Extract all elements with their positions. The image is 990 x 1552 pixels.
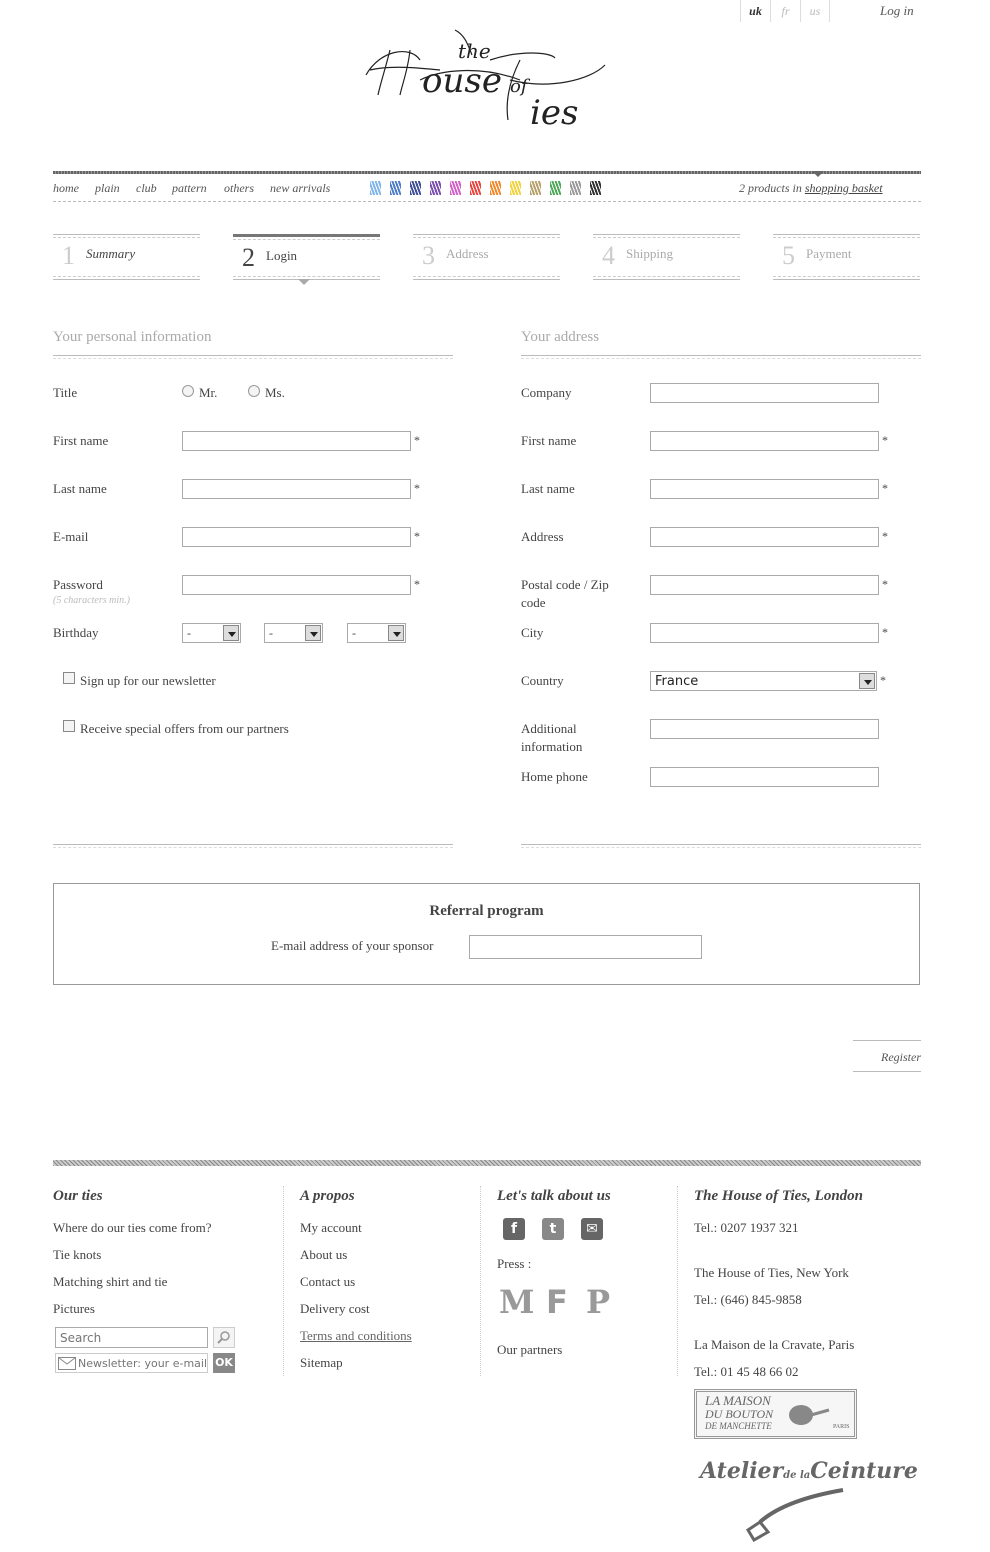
london-tel: Tel.: 0207 1937 321 bbox=[694, 1220, 799, 1235]
login-link[interactable]: Log in bbox=[880, 3, 914, 18]
footer-apropos-title: A propos bbox=[300, 1188, 355, 1204]
step-number: 4 bbox=[602, 241, 615, 270]
address-first-name-label: First name bbox=[521, 433, 577, 448]
footer-search-input[interactable] bbox=[55, 1327, 208, 1348]
active-step-pointer bbox=[298, 279, 310, 285]
color-swatch[interactable] bbox=[510, 181, 521, 195]
badge-line: DU BOUTON bbox=[705, 1407, 774, 1421]
additional-info-label: Additional information bbox=[521, 721, 583, 754]
footer-link-tie-knots[interactable]: Tie knots bbox=[53, 1247, 102, 1262]
footer-separator bbox=[677, 1186, 678, 1376]
color-swatch[interactable] bbox=[530, 181, 541, 195]
address-rule bbox=[521, 355, 921, 356]
newsletter-ok-button[interactable]: OK bbox=[213, 1353, 235, 1373]
step-label: Payment bbox=[806, 246, 852, 261]
country-label: Country bbox=[521, 673, 564, 688]
select-value: - bbox=[187, 626, 191, 640]
color-swatch[interactable] bbox=[410, 181, 421, 195]
home-phone-input[interactable] bbox=[650, 767, 879, 787]
required-mark: * bbox=[882, 577, 888, 591]
register-button[interactable]: Register bbox=[853, 1040, 921, 1072]
footer-our-ties-title: Our ties bbox=[53, 1188, 103, 1204]
required-mark: * bbox=[882, 433, 888, 447]
maison-du-bouton-logo[interactable] bbox=[694, 1389, 857, 1439]
step-login bbox=[233, 234, 380, 280]
step-label: Shipping bbox=[626, 246, 673, 261]
select-value: - bbox=[269, 626, 273, 640]
step-number: 2 bbox=[242, 243, 255, 272]
first-name-input[interactable] bbox=[182, 431, 411, 451]
footer-link-pictures[interactable]: Pictures bbox=[53, 1301, 95, 1316]
lang-uk[interactable]: uk bbox=[740, 0, 770, 22]
email-share-icon[interactable]: ✉ bbox=[581, 1218, 603, 1240]
color-swatch[interactable] bbox=[550, 181, 561, 195]
press-logo-f[interactable]: F bbox=[546, 1283, 568, 1321]
footer-rule bbox=[53, 1160, 921, 1166]
paris-title: La Maison de la Cravate, Paris bbox=[694, 1337, 855, 1352]
belt-icon bbox=[738, 1486, 848, 1542]
footer-link-ties-origin[interactable]: Where do our ties come from? bbox=[53, 1220, 212, 1235]
city-input[interactable] bbox=[650, 623, 879, 643]
address-bottom-rule bbox=[521, 844, 921, 845]
birthday-day-select[interactable] bbox=[182, 623, 241, 643]
color-swatch[interactable] bbox=[370, 181, 381, 195]
required-mark: * bbox=[414, 433, 420, 447]
company-label: Company bbox=[521, 385, 572, 400]
company-input[interactable] bbox=[650, 383, 879, 403]
shopping-basket-link[interactable]: shopping basket bbox=[804, 181, 883, 195]
svg-text:ouse: ouse bbox=[422, 61, 502, 101]
step-number: 3 bbox=[422, 241, 435, 270]
step-shipping bbox=[593, 234, 740, 280]
step-number: 5 bbox=[782, 241, 795, 270]
color-swatch[interactable] bbox=[570, 181, 581, 195]
birthday-label: Birthday bbox=[53, 625, 99, 640]
address-last-name-input[interactable] bbox=[650, 479, 879, 499]
press-logo-m[interactable]: M bbox=[499, 1283, 535, 1321]
ny-title: The House of Ties, New York bbox=[694, 1265, 849, 1280]
required-mark: * bbox=[880, 673, 886, 687]
ms-radio[interactable] bbox=[248, 385, 260, 397]
required-mark: * bbox=[414, 529, 420, 543]
step-label: Address bbox=[446, 246, 489, 261]
password-hint: (5 characters min.) bbox=[53, 595, 130, 606]
footer-link-partners[interactable]: Our partners bbox=[497, 1342, 563, 1357]
svg-text:ies: ies bbox=[530, 93, 579, 133]
color-swatch[interactable] bbox=[430, 181, 441, 195]
referral-box bbox=[53, 883, 920, 985]
city-label: City bbox=[521, 625, 544, 640]
nav-pattern[interactable]: pattern bbox=[172, 181, 207, 195]
nav-home[interactable]: home bbox=[53, 181, 79, 195]
color-swatch[interactable] bbox=[470, 181, 481, 195]
footer-link-matching[interactable]: Matching shirt and tie bbox=[53, 1274, 168, 1289]
ny-tel: Tel.: (646) 845-9858 bbox=[694, 1292, 802, 1307]
email-label: E-mail bbox=[53, 529, 89, 544]
badge-line: DE MANCHETTE bbox=[705, 1421, 772, 1431]
personal-info-bottom-rule bbox=[53, 844, 453, 845]
basket-pointer bbox=[812, 171, 824, 177]
sponsor-email-input[interactable] bbox=[469, 935, 702, 959]
chevron-down-icon bbox=[305, 625, 321, 641]
footer-link-delivery-cost[interactable]: Delivery cost bbox=[300, 1301, 370, 1316]
postal-code-input[interactable] bbox=[650, 575, 879, 595]
paris-tel: Tel.: 01 45 48 66 02 bbox=[694, 1364, 799, 1379]
mail-icon bbox=[58, 1357, 76, 1370]
step-label: Login bbox=[266, 248, 298, 263]
birthday-year-select[interactable] bbox=[347, 623, 406, 643]
required-mark: * bbox=[882, 625, 888, 639]
search-icon bbox=[214, 1328, 234, 1347]
facebook-icon[interactable]: f bbox=[503, 1218, 525, 1240]
home-phone-label: Home phone bbox=[521, 769, 588, 784]
address-title: Your address bbox=[521, 329, 600, 345]
atelier-word: de la bbox=[783, 1470, 811, 1481]
london-title: The House of Ties, London bbox=[694, 1188, 864, 1204]
search-button[interactable] bbox=[213, 1327, 235, 1348]
mr-label: Mr. bbox=[199, 385, 218, 400]
color-swatch[interactable] bbox=[590, 181, 601, 195]
footer-link-my-account[interactable]: My account bbox=[300, 1220, 362, 1235]
address-input[interactable] bbox=[650, 527, 879, 547]
basket-count: 2 products in bbox=[739, 181, 802, 195]
press-label: Press : bbox=[497, 1256, 532, 1271]
step-label: Summary bbox=[86, 246, 136, 261]
cufflink-icon bbox=[787, 1400, 831, 1430]
atelier-ceinture-logo[interactable] bbox=[700, 1458, 918, 1484]
country-select[interactable] bbox=[650, 671, 877, 691]
lang-fr[interactable]: fr bbox=[770, 0, 800, 22]
newsletter-field[interactable] bbox=[55, 1353, 208, 1373]
footer-separator bbox=[283, 1186, 284, 1376]
footer-talk-title: Let's talk about us bbox=[497, 1188, 611, 1204]
ms-label: Ms. bbox=[265, 385, 285, 400]
badge-line: PARIS bbox=[833, 1424, 850, 1430]
svg-text:the: the bbox=[458, 39, 491, 63]
title-label: Title bbox=[53, 385, 78, 400]
color-swatch[interactable] bbox=[450, 181, 461, 195]
newsletter-label: Sign up for our newsletter bbox=[80, 673, 216, 688]
address-last-name-label: Last name bbox=[521, 481, 575, 496]
nav-new-arrivals[interactable]: new arrivals bbox=[270, 181, 331, 195]
address-first-name-input[interactable] bbox=[650, 431, 879, 451]
newsletter-checkbox[interactable] bbox=[63, 672, 75, 684]
first-name-label: First name bbox=[53, 433, 109, 448]
nav-others[interactable]: others bbox=[224, 181, 254, 195]
password-label: Password bbox=[53, 577, 103, 592]
footer-link-about-us[interactable]: About us bbox=[300, 1247, 348, 1262]
press-logo-p[interactable]: P bbox=[586, 1283, 611, 1321]
nav-bottom-rule bbox=[53, 201, 921, 202]
badge-line: LA MAISON bbox=[705, 1393, 771, 1408]
nav-top-rule bbox=[53, 171, 921, 174]
mr-radio[interactable] bbox=[182, 385, 194, 397]
chevron-down-icon bbox=[859, 673, 875, 689]
step-number: 1 bbox=[62, 241, 75, 270]
address-label: Address bbox=[521, 529, 564, 544]
twitter-icon[interactable]: t bbox=[542, 1218, 564, 1240]
basket-summary bbox=[739, 181, 883, 196]
required-mark: * bbox=[882, 481, 888, 495]
required-mark: * bbox=[882, 529, 888, 543]
chevron-down-icon bbox=[388, 625, 404, 641]
personal-info-title: Your personal information bbox=[53, 329, 212, 345]
svg-text:of: of bbox=[510, 76, 528, 97]
select-value: - bbox=[352, 626, 356, 640]
lang-us[interactable]: us bbox=[800, 0, 830, 22]
nav-club[interactable]: club bbox=[136, 181, 157, 195]
step-address bbox=[413, 234, 560, 280]
atelier-word: Atelier bbox=[700, 1458, 784, 1484]
newsletter-email-input[interactable] bbox=[78, 1355, 206, 1371]
chevron-down-icon bbox=[223, 625, 239, 641]
last-name-label: Last name bbox=[53, 481, 107, 496]
country-value: France bbox=[655, 674, 699, 689]
last-name-input[interactable] bbox=[182, 479, 411, 499]
password-input[interactable] bbox=[182, 575, 411, 595]
footer-separator bbox=[480, 1186, 481, 1376]
postal-code-label: Postal code / Zip code bbox=[521, 577, 609, 610]
required-mark: * bbox=[414, 577, 420, 591]
partners-label: Receive special offers from our partners bbox=[80, 721, 289, 736]
footer-link-sitemap[interactable]: Sitemap bbox=[300, 1355, 343, 1370]
atelier-word: Ceinture bbox=[810, 1458, 918, 1484]
personal-info-rule bbox=[53, 355, 453, 356]
nav-plain[interactable]: plain bbox=[95, 181, 120, 195]
required-mark: * bbox=[414, 481, 420, 495]
footer-link-contact-us[interactable]: Contact us bbox=[300, 1274, 356, 1289]
additional-info-input[interactable] bbox=[650, 719, 879, 739]
footer-link-terms[interactable]: Terms and conditions bbox=[300, 1328, 412, 1343]
email-input[interactable] bbox=[182, 527, 411, 547]
color-swatch[interactable] bbox=[490, 181, 501, 195]
birthday-month-select[interactable] bbox=[264, 623, 323, 643]
site-logo[interactable] bbox=[360, 20, 620, 135]
partners-checkbox[interactable] bbox=[63, 720, 75, 732]
sponsor-label: E-mail address of your sponsor bbox=[271, 938, 434, 953]
step-payment bbox=[773, 234, 920, 280]
step-summary[interactable] bbox=[53, 234, 200, 280]
color-swatch[interactable] bbox=[390, 181, 401, 195]
referral-title: Referral program bbox=[429, 903, 544, 919]
